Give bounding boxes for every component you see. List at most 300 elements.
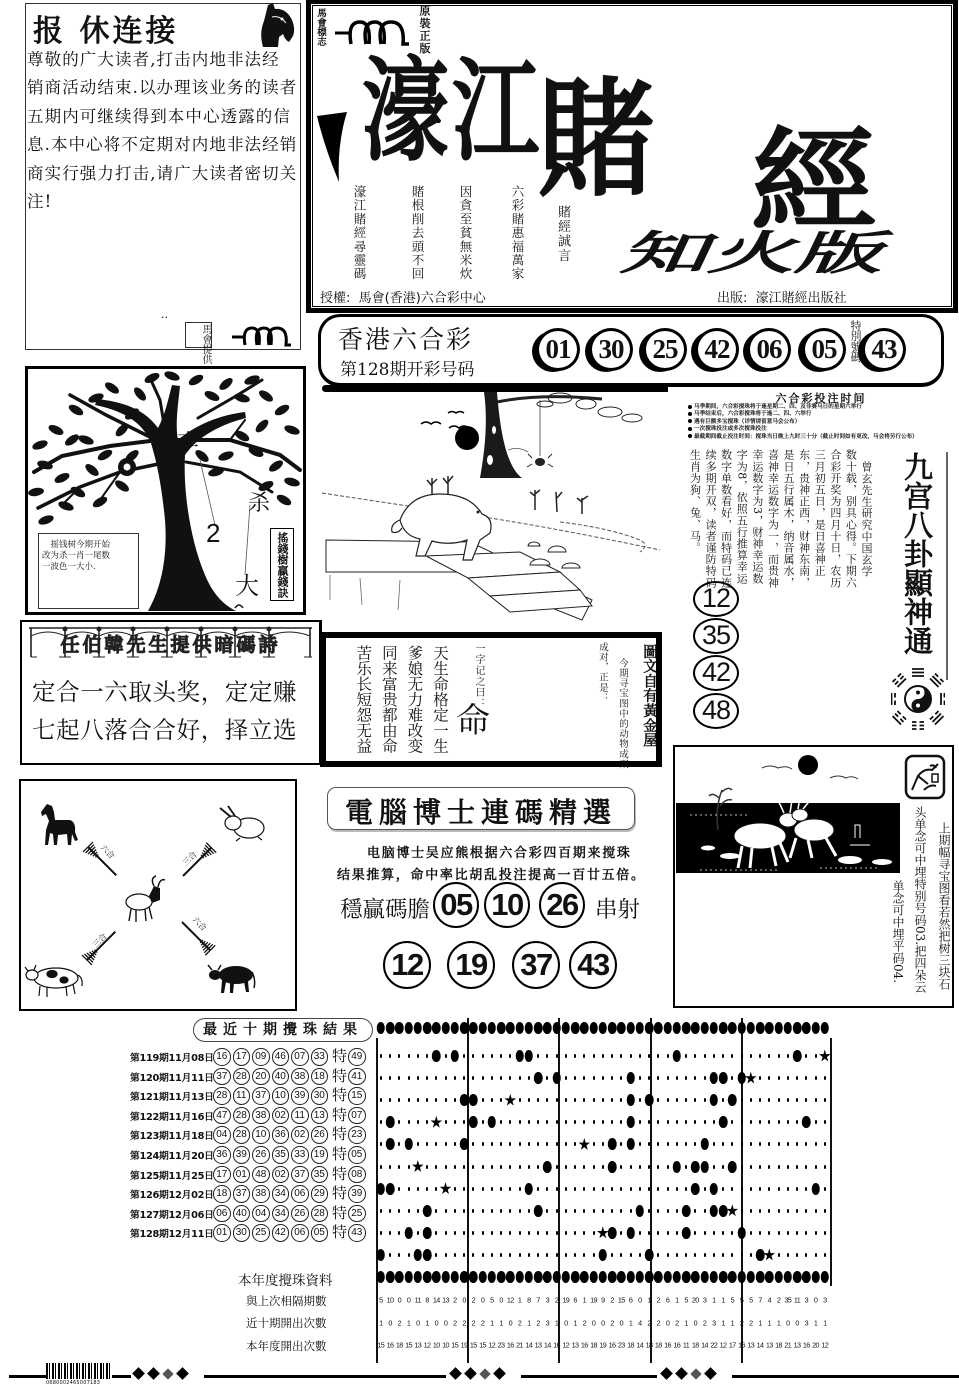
footer-diamonds: [448, 1368, 507, 1381]
goat-icon: [126, 876, 165, 922]
header-dot-big: [515, 1022, 524, 1034]
draw-dot-small: [796, 1253, 798, 1257]
stat-value: 2: [610, 1295, 614, 1305]
draw-dot-small: [815, 1231, 817, 1235]
stat-value: 6: [573, 1295, 577, 1305]
draw-dot-small: [620, 1054, 622, 1058]
notice-panel: [25, 3, 301, 364]
draw-dot-small: [528, 1209, 530, 1213]
summary-dot-big: [654, 1271, 663, 1283]
draw-dot-small: [574, 1165, 576, 1169]
summary-dot-big: [617, 1271, 626, 1283]
header-dot-big: [469, 1022, 478, 1034]
table-row: [120, 1224, 376, 1242]
betting-time-item: 马季期间，六合彩搅珠将于逢星期二、四、及非赛马日的星期六举行: [688, 404, 954, 411]
draw-dot-small: [435, 1187, 437, 1191]
result-ball: 40: [233, 1205, 251, 1223]
number-frequency-grid: [376, 1018, 832, 1363]
nine-palace-title: 九宫八卦顯神通: [900, 452, 934, 655]
draw-dot-small: [537, 1054, 539, 1058]
draw-dot-small: [546, 1076, 548, 1080]
summary-dot-big: [497, 1271, 506, 1283]
nine-palace-number: 35: [693, 618, 739, 654]
draw-dot-small: [787, 1165, 789, 1169]
draw-dot-small: [398, 1120, 400, 1124]
stat-value: 2: [610, 1318, 614, 1327]
draw-dot-small: [796, 1120, 798, 1124]
draw-dot-small: [704, 1187, 706, 1191]
stat-value: 2: [675, 1318, 679, 1327]
summary-dot-big: [571, 1271, 580, 1283]
stats-row-label: 與上次相隔期數: [246, 1294, 327, 1308]
header-dot-big: [395, 1022, 404, 1034]
special-label: 特: [332, 1223, 348, 1242]
result-ball: 35: [311, 1166, 329, 1184]
summary-dot-big: [719, 1271, 728, 1283]
title-char: 賭: [537, 65, 655, 215]
draw-dot-small: [565, 1098, 567, 1102]
note-line: 改为杀一肖一尾数: [42, 551, 111, 561]
draw-dot-small: [824, 1098, 826, 1102]
draw-dot-small: [472, 1231, 474, 1235]
draw-dot-small: [796, 1187, 798, 1191]
draw-dot-small: [528, 1076, 530, 1080]
fate-prompt: 一字记之曰：: [473, 643, 484, 709]
draw-dot-small: [722, 1231, 724, 1235]
draw-dot-big: [423, 1205, 432, 1217]
draw-dot-small: [398, 1165, 400, 1169]
stat-value: 13: [571, 1340, 579, 1350]
summary-dot-big: [562, 1271, 571, 1283]
stat-value: 0: [795, 1318, 799, 1327]
result-ball: 38: [252, 1107, 270, 1125]
draw-dot-small: [509, 1253, 511, 1257]
draw-dot-star: [504, 1094, 516, 1107]
draw-dot-small: [491, 1098, 493, 1102]
summary-dot-big: [515, 1271, 524, 1283]
draw-dot-big: [673, 1161, 682, 1173]
draw-dot-small: [815, 1209, 817, 1213]
stat-value: 2: [702, 1318, 707, 1327]
draw-dot-small: [667, 1165, 669, 1169]
draw-dot-small: [454, 1076, 456, 1080]
summary-dot-big: [682, 1271, 691, 1283]
summary-dot-big: [451, 1271, 460, 1283]
summary-dot-big: [710, 1271, 719, 1283]
draw-dot-small: [537, 1165, 539, 1169]
draw-dot-small: [657, 1098, 659, 1102]
draw-dot-small: [556, 1165, 558, 1169]
fate-title: 圖文自有黃金屋: [641, 644, 657, 748]
draw-dot-small: [704, 1209, 706, 1213]
stat-value: 16: [802, 1340, 810, 1350]
draw-dot-small: [546, 1054, 548, 1058]
stat-value: 1: [517, 1295, 522, 1305]
stat-value: 3: [545, 1295, 550, 1305]
draw-dot-big: [423, 1227, 432, 1239]
stat-value: 12: [488, 1340, 496, 1350]
draw-dot-small: [482, 1098, 484, 1102]
result-ball: 10: [272, 1087, 290, 1105]
draw-dot-small: [509, 1165, 511, 1169]
draw-dot-small: [759, 1120, 761, 1124]
betting-times-title: 六合彩投注时间: [775, 392, 867, 405]
draw-dot-small: [648, 1187, 650, 1191]
draw-dot-big: [423, 1249, 432, 1261]
table-row: [120, 1107, 376, 1125]
result-ball: 39: [291, 1087, 309, 1105]
draw-dot-small: [389, 1209, 391, 1213]
poem-column: 濠江賭經尋靈碼: [352, 185, 367, 281]
draw-dot-small: [713, 1253, 715, 1257]
draw-dot-small: [519, 1120, 521, 1124]
stat-value: 23: [497, 1340, 505, 1350]
draw-dot-small: [611, 1187, 613, 1191]
result-ball: 26: [311, 1126, 329, 1144]
stat-value: 2: [471, 1318, 476, 1327]
footer-rule: [521, 1375, 657, 1378]
footer-rule: [204, 1375, 446, 1378]
stats-row-label: 本年度開出次數: [246, 1339, 327, 1353]
draw-dot-big: [608, 1161, 617, 1173]
draw-dot-small: [639, 1165, 641, 1169]
summary-dot-big: [404, 1271, 413, 1283]
draw-dot-small: [509, 1142, 511, 1146]
draw-dot-small: [593, 1187, 595, 1191]
draw-dot-small: [657, 1253, 659, 1257]
header-dot-big: [617, 1022, 626, 1034]
draw-dot-small: [380, 1142, 382, 1146]
draw-dot-big: [377, 1183, 386, 1195]
stat-value: 1: [573, 1318, 577, 1327]
draw-dot-small: [787, 1076, 789, 1080]
notice-body: [27, 46, 297, 216]
stat-value: 16: [673, 1340, 681, 1350]
stat-value: 35: [784, 1295, 792, 1305]
stat-value: 22: [710, 1340, 718, 1350]
special-ball: 39: [348, 1185, 366, 1203]
result-ball: 40: [272, 1068, 290, 1086]
header-dot-big: [645, 1022, 654, 1034]
draw-dot-small: [648, 1165, 650, 1169]
draw-dot-small: [519, 1253, 521, 1257]
draw-dot-small: [417, 1142, 419, 1146]
result-ball: 17: [213, 1166, 231, 1184]
draw-dot-small: [815, 1098, 817, 1102]
stat-value: 10: [432, 1340, 440, 1350]
betting-time-item: 一次搅珠投注或多次搅珠投注: [688, 426, 954, 433]
poem-column: 六彩賭惠福萬家: [510, 185, 525, 281]
draw-dot-small: [380, 1076, 382, 1080]
draw-dot-small: [768, 1209, 770, 1213]
draw-dot-small: [805, 1253, 807, 1257]
result-ball: 19: [311, 1146, 329, 1164]
stat-value: 18: [590, 1340, 598, 1350]
draw-dot-big: [469, 1116, 478, 1128]
draw-dot-small: [713, 1165, 715, 1169]
results-rows: [120, 1048, 376, 1248]
draw-dot-big: [756, 1249, 765, 1261]
draw-dot-small: [482, 1142, 484, 1146]
draw-dot-small: [685, 1187, 687, 1191]
draw-dot-small: [426, 1098, 428, 1102]
draw-dot-small: [667, 1098, 669, 1102]
stat-value: 2: [517, 1318, 522, 1327]
betting-time-item: 最截期间截止投注时间：搅珠当日晚上九时三十分（截止时间如有更改，马会将另行公布）: [688, 434, 954, 441]
draw-dot-small: [694, 1209, 696, 1213]
draw-dot-small: [759, 1209, 761, 1213]
draw-dot-small: [611, 1253, 613, 1257]
forecast-column: 是日五行属木，纳音属水，: [782, 449, 796, 589]
stat-value: 1: [406, 1318, 411, 1327]
stat-value: 15: [479, 1340, 487, 1350]
summary-dot-big: [756, 1271, 765, 1283]
stat-value: 2: [453, 1318, 457, 1327]
draw-dot-small: [435, 1076, 437, 1080]
draw-dot-big: [737, 1227, 746, 1239]
draw-dot-big: [719, 1205, 728, 1217]
header-dot-big: [626, 1022, 635, 1034]
stat-value: 16: [580, 1340, 588, 1350]
header-dot-big: [571, 1022, 580, 1034]
summary-dot-big: [802, 1271, 811, 1283]
draw-dot-small: [787, 1187, 789, 1191]
draw-dot-small: [713, 1142, 715, 1146]
stat-value: 20: [691, 1295, 699, 1305]
stat-value: 18: [691, 1340, 699, 1350]
draw-dot-small: [796, 1076, 798, 1080]
draw-dot-small: [676, 1209, 678, 1213]
draw-dot-small: [417, 1076, 419, 1080]
notice-line: 息.本中心将不定期对内地非法经销: [27, 135, 298, 155]
result-ball: 13: [311, 1107, 329, 1125]
special-ball: 41: [348, 1068, 366, 1086]
draw-dot-big: [460, 1094, 469, 1106]
draw-dot-small: [389, 1165, 391, 1169]
header-dot-big: [599, 1022, 608, 1034]
draw-dot-small: [528, 1253, 530, 1257]
title-char: 江: [452, 47, 540, 177]
jockey-club-tag: 馬會標志: [315, 8, 326, 46]
draw-dot-small: [768, 1142, 770, 1146]
draw-dot-small: [528, 1098, 530, 1102]
result-ball: 33: [311, 1048, 329, 1066]
draw-dot-small: [528, 1142, 530, 1146]
summary-dot-big: [747, 1271, 756, 1283]
draw-dot-small: [750, 1231, 752, 1235]
draw-dot-big: [728, 1094, 737, 1106]
footer-diamonds: [131, 1368, 190, 1381]
draw-dot-small: [565, 1187, 567, 1191]
drawn-ball: 05: [802, 328, 846, 371]
draw-dot-small: [565, 1209, 567, 1213]
summary-dot-big: [663, 1271, 672, 1283]
summary-dot-big: [821, 1271, 830, 1283]
draw-dot-small: [528, 1165, 530, 1169]
draw-dot-small: [574, 1231, 576, 1235]
summary-dot-big: [414, 1271, 423, 1283]
special-label: 特: [332, 1184, 348, 1203]
stat-value: 16: [738, 1340, 746, 1350]
draw-dot-small: [778, 1231, 780, 1235]
summary-dot-big: [580, 1271, 589, 1283]
stat-value: 15: [451, 1340, 459, 1350]
secret-code-poem-panel: [20, 620, 322, 765]
result-ball: 04: [252, 1205, 270, 1223]
draw-result-banner: [318, 314, 944, 387]
draw-dot-small: [500, 1076, 502, 1080]
lottery-name: 香港六合彩: [338, 325, 474, 354]
stat-value: 3: [804, 1295, 809, 1305]
draw-dot-small: [759, 1054, 761, 1058]
stat-value: 18: [645, 1340, 653, 1350]
stat-value: 1: [425, 1318, 429, 1327]
banker-number: 05: [433, 882, 479, 928]
draw-dot-small: [805, 1187, 807, 1191]
computer-picks-title: 電腦博士連碼精選: [344, 796, 617, 829]
draw-dot-small: [694, 1231, 696, 1235]
draw-dot-small: [519, 1076, 521, 1080]
tree-mark-size: 大: [235, 572, 259, 600]
result-ball: 25: [252, 1224, 270, 1242]
draw-dot-big: [377, 1249, 386, 1261]
stat-value: 1: [758, 1318, 762, 1327]
draw-dot-small: [574, 1253, 576, 1257]
draw-dot-small: [676, 1120, 678, 1124]
stat-value: 1: [823, 1318, 827, 1327]
stat-value: 1: [499, 1318, 503, 1327]
draw-dot-small: [676, 1187, 678, 1191]
forecast-column: 喜神幸运数字为一，而贵神: [766, 449, 780, 589]
summary-dot-big: [460, 1271, 469, 1283]
draw-dot-small: [685, 1098, 687, 1102]
stat-value: 7: [536, 1295, 540, 1305]
draw-dot-small: [519, 1165, 521, 1169]
summary-dot-big: [728, 1271, 737, 1283]
summary-dot-big: [774, 1271, 783, 1283]
stat-value: 2: [749, 1318, 753, 1327]
seal-icon: [904, 754, 946, 800]
draw-dot-small: [787, 1098, 789, 1102]
result-ball: 37: [291, 1166, 309, 1184]
draw-dot-small: [482, 1120, 484, 1124]
stat-value: 0: [601, 1318, 605, 1327]
draw-dot-small: [602, 1209, 604, 1213]
stat-value: 2: [397, 1318, 402, 1327]
stat-value: 18: [395, 1340, 403, 1350]
draw-dot-small: [408, 1120, 410, 1124]
draw-dot-small: [602, 1142, 604, 1146]
special-number-label: 特別號碼: [849, 320, 862, 362]
draw-dot-small: [537, 1253, 539, 1257]
result-ball: 28: [233, 1068, 251, 1086]
draw-dot-small: [556, 1209, 558, 1213]
stat-value: 15: [617, 1295, 625, 1305]
header-dot-big: [488, 1022, 497, 1034]
draw-dot-small: [768, 1231, 770, 1235]
draw-dot-small: [676, 1231, 678, 1235]
draw-dot-small: [583, 1165, 585, 1169]
stat-value: 2: [582, 1318, 587, 1327]
stat-value: 15: [405, 1340, 413, 1350]
betting-times-list: [688, 404, 954, 441]
draw-dot-small: [685, 1120, 687, 1124]
special-ball: 07: [348, 1107, 366, 1125]
stat-value: 8: [425, 1295, 429, 1305]
summary-dot-big: [478, 1271, 487, 1283]
result-ball: 30: [233, 1224, 251, 1242]
draw-dot-small: [620, 1098, 622, 1102]
result-ball: 29: [311, 1185, 329, 1203]
result-ball: 33: [291, 1146, 309, 1164]
draw-dot-big: [404, 1138, 413, 1150]
summary-dot-big: [543, 1271, 552, 1283]
stat-value: 0: [638, 1295, 642, 1305]
compass-label-top-right: 三合: [181, 849, 199, 868]
draw-dot-small: [417, 1231, 419, 1235]
stat-value: 18: [654, 1340, 662, 1350]
draw-dot-small: [380, 1209, 382, 1213]
table-row: [120, 1068, 376, 1086]
draw-dot-small: [445, 1120, 447, 1124]
draw-dot-small: [593, 1120, 595, 1124]
header-dot-big: [460, 1022, 469, 1034]
draw-dot-small: [463, 1120, 465, 1124]
draw-dot-small: [454, 1253, 456, 1257]
draw-dot-small: [750, 1253, 752, 1257]
draw-dot-small: [537, 1187, 539, 1191]
grid-divider: [467, 1018, 469, 1363]
header-dot-big: [441, 1022, 450, 1034]
summary-dot-big: [737, 1271, 746, 1283]
header-dot-big: [719, 1022, 728, 1034]
table-row: [120, 1166, 376, 1184]
draw-dot-big: [451, 1050, 460, 1062]
draw-dot-small: [657, 1209, 659, 1213]
stat-value: 0: [499, 1295, 503, 1305]
result-ball: 28: [311, 1205, 329, 1223]
draw-dot-big: [626, 1072, 635, 1084]
draw-dot-small: [546, 1187, 548, 1191]
grid-divider: [376, 1038, 378, 1363]
title-char: 經: [751, 116, 877, 247]
result-ball: 37: [213, 1068, 231, 1086]
stat-value: 0: [591, 1318, 596, 1327]
draw-dot-big: [691, 1161, 700, 1173]
draw-dot-big: [626, 1094, 635, 1106]
stat-value: 0: [462, 1295, 466, 1305]
special-label: 特: [332, 1105, 348, 1124]
draw-dot-small: [620, 1231, 622, 1235]
draw-dot-small: [630, 1165, 632, 1169]
draw-dot-small: [796, 1098, 798, 1102]
draw-dot-small: [556, 1253, 558, 1257]
draw-dot-big: [488, 1116, 497, 1128]
draw-dot-small: [611, 1054, 613, 1058]
draw-dot-small: [648, 1209, 650, 1213]
draw-label: 第123期11月18日: [130, 1131, 214, 1143]
draw-dot-small: [824, 1142, 826, 1146]
forecast-column: 东，贵神正西，财神东南，: [797, 449, 811, 589]
money-tree-label: 搖錢樹贏錢訣: [270, 528, 294, 601]
summary-dot-big: [784, 1271, 793, 1283]
draw-dot-small: [620, 1120, 622, 1124]
draw-dot-big: [534, 1205, 543, 1217]
draw-dot-small: [593, 1231, 595, 1235]
draw-dot-small: [741, 1165, 743, 1169]
stat-value: 3: [702, 1295, 707, 1305]
draw-dot-small: [620, 1253, 622, 1257]
